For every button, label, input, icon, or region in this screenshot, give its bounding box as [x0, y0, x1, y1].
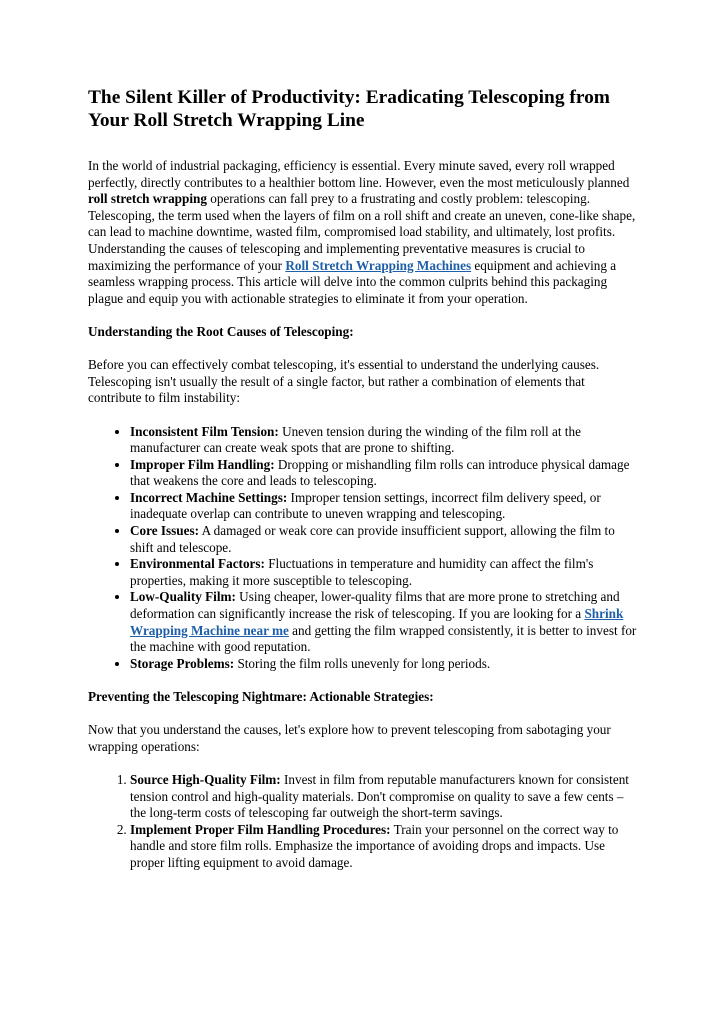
section2-heading: Preventing the Telescoping Nightmare: Actionable Strategies: — [88, 689, 434, 704]
item-text: Uneven tension during the winding of the film roll at the manufacturer can create weak spots that are prone to shifting. — [130, 423, 581, 456]
strategies-list — [88, 772, 639, 872]
intro-text-1: In the world of industrial packaging, efficiency is essential. Every minute saved, every roll wrapped perfectly, directly contributes to a healthier bottom line. However, even the most meticulously planned — [88, 158, 630, 190]
list-item — [130, 589, 639, 655]
item-term: Inconsistent Film Tension: — [130, 423, 279, 439]
intro-text-3: equipment and achieving a seamless wrapping process. This article will delve into the common culprits behind this packaging plague and equip you with actionable strategies to eliminate it from your operation. — [88, 257, 617, 306]
item-text: Dropping or mishandling film rolls can introduce physical damage that weakens the core and leads to telescoping. — [130, 456, 630, 489]
item-term: Storage Problems: — [130, 655, 235, 671]
causes-list — [88, 424, 639, 673]
item-text: Invest in film from reputable manufacturers known for consistent tension control and high-quality materials. Don't compromise on quality to save a few cents – the long-term costs of telescoping far outweigh the short-term savings. — [130, 771, 629, 821]
item-term: Implement Proper Film Handling Procedures: — [130, 821, 391, 837]
list-item — [130, 822, 639, 872]
section1-paragraph: Before you can effectively combat telescoping, it's essential to understand the underlying causes. Telescoping isn't usually the result of a single factor, but rather a combination of elements that contribute to film instability: — [88, 357, 600, 406]
list-item — [130, 772, 639, 822]
document-title: The Silent Killer of Productivity: Eradicating Telescoping from Your Roll Stretch Wrapping Line — [88, 87, 610, 131]
item-term: Core Issues: — [130, 523, 199, 539]
section2-paragraph: Now that you understand the causes, let's explore how to prevent telescoping from sabotaging your wrapping operations: — [88, 722, 611, 754]
section1-heading: Understanding the Root Causes of Telescoping: — [88, 323, 354, 339]
list-item — [130, 424, 639, 457]
list-item — [130, 523, 639, 556]
item-text: Train your personnel on the correct way to handle and store film rolls. Emphasize the importance of avoiding drops and impacts. Use proper lifting equipment to avoid damage. — [130, 821, 619, 870]
roll-stretch-wrapping-machines-link[interactable]: Roll Stretch Wrapping Machines — [285, 257, 472, 273]
intro-bold-term: roll stretch wrapping — [88, 191, 207, 207]
list-item — [130, 490, 639, 523]
shrink-wrapping-machine-near-me-link[interactable]: Shrink Wrapping Machine near me — [130, 606, 624, 638]
item-term: Low-Quality Film: — [130, 589, 236, 605]
item-text: Improper tension settings, incorrect film delivery speed, or inadequate overlap can contribute to uneven wrapping and telescoping. — [130, 489, 601, 522]
list-item — [130, 556, 639, 589]
item-text: A damaged or weak core can provide insufficient support, allowing the film to shift and telescope. — [130, 523, 615, 555]
item-term: Incorrect Machine Settings: — [130, 489, 288, 505]
item-term: Source High-Quality Film: — [130, 771, 281, 787]
item-text: and getting the film wrapped consistently, it is better to invest for the machine with good reputation. — [130, 622, 637, 655]
item-text: Using cheaper, lower-quality films that are more prone to stretching and deformation can significantly increase the risk of telescoping. If you are looking for a — [130, 589, 620, 622]
item-term: Improper Film Handling: — [130, 456, 275, 472]
list-item — [130, 457, 639, 490]
list-item — [130, 656, 639, 673]
intro-text-2: operations can fall prey to a frustrating and costly problem: telescoping. Telescoping, the term used when the layers of film on a roll shift and create an uneven, cone-like shape, can lead to machine downtime, wasted film, compromised load stability, and ultimately, lost profits. Understanding the causes of telescoping and implementing preventative measures is crucial to maximizing the performance of your — [88, 191, 636, 273]
item-text: Fluctuations in temperature and humidity can affect the film's properties, making it more susceptible to telescoping. — [130, 556, 594, 588]
item-text: Storing the film rolls unevenly for long periods. — [234, 655, 491, 671]
intro-paragraph — [88, 158, 639, 307]
item-term: Environmental Factors: — [130, 556, 265, 572]
